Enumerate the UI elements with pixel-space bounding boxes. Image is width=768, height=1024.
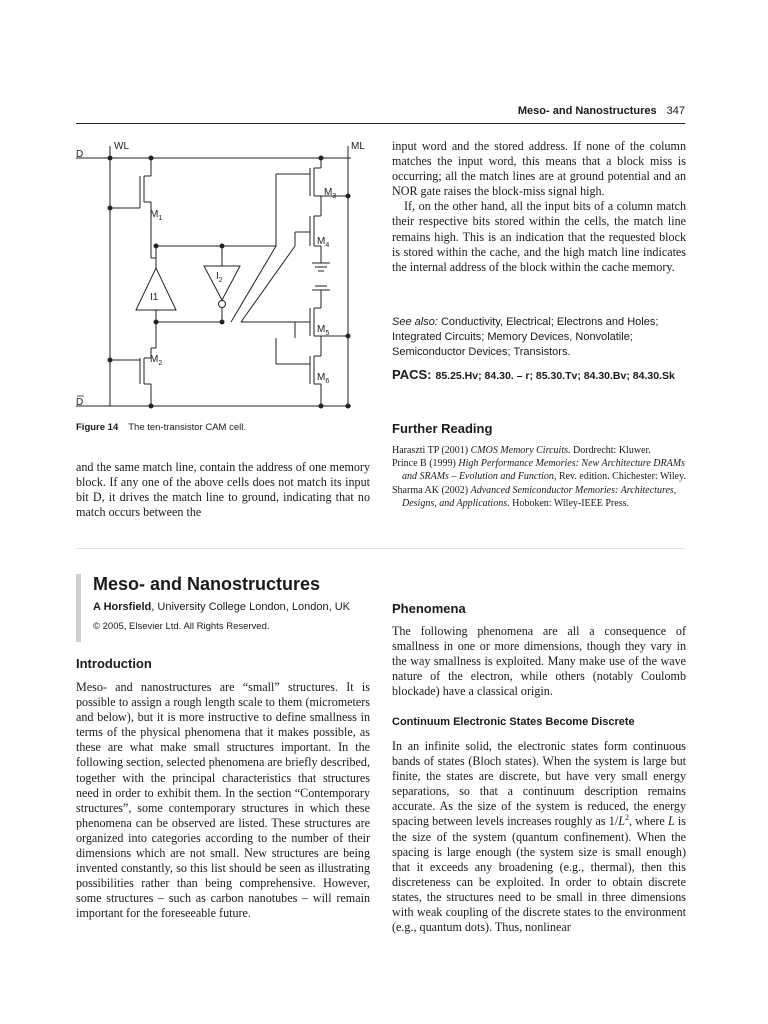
inverter-i1 (136, 268, 176, 310)
see-also-text: Conductivity, Electrical; Electrons and Holes; Integrated Circuits; Memory Devices, Nonvolatile; Semiconductor Devices; Transistors. (392, 316, 659, 358)
reference-item: Sharma AK (2002) Advanced Semiconductor Memories: Architectures, Designs, and Applications. Hoboken: Wiley-IEEE Press. (392, 484, 677, 509)
label-m5: $M_5$ (317, 324, 330, 337)
right-continuation (392, 139, 686, 275)
introduction-paragraph: Meso- and nanostructures are “small” structures. It is possible to assign a rough length scale to them (micrometers and below), but it is more instructive to define smallness in terms of the physical phenomena that it makes possible, as these are what make small structures important. In the following section, selected phenomena are briefly described, together with the principal characteristics that structures need in order to exhibit them. In the section “Contemporary structures”, some contemporary structures in which these phenomena can be observed are listed. These structures are organized into categories according to the number of their dimensions which are not small. New structures are being invented constantly, so this list should be seen as illustrating possibilities rather than being comprehensive. However, some structures – such as carbon nanotubes – will remain important for the foreseeable future. (76, 680, 370, 921)
continuum-paragraph: In an infinite solid, the electronic states form continuous bands of states (Bloch states). When the system is large but finite, the states are discrete, but have very small energy separations, so that a continuum description remains accurate. As the size of the system is reduced, the energy spacing between levels increases roughly as $1/L^2$, where L is the size of the system (quantum confinement). When the spacing is large enough (the system size is small enough) that it exceeds any broadening (e.g., thermal), then this discreteness can be exploited. In order to obtain discrete states, the structures need to be small in three dimensions with weak coupling of the discrete states to the environment (e.g., quantum dots). Thus, nonlinear (392, 739, 686, 935)
label-d: D (76, 149, 84, 160)
page-number: 347 (666, 105, 685, 117)
right-continuation-p1: input word and the stored address. If none of the column matches the input word, this means that a block miss is occurring; all the match lines are at ground potential and an NOR gate raises the block-miss signal high. (392, 139, 686, 199)
right-continuation-p2: If, on the other hand, all the input bits of a column match their respective bits stored within the cells, the match line remains high. This is an indication that the requested block is stored within the cache, and the high match line indicates the internal address of the block within the cache memory. (392, 199, 686, 274)
author-name: A Horsfield (93, 601, 152, 613)
label-m1: $M_1$ (150, 209, 163, 222)
article-header (76, 574, 375, 642)
label-m4: $M_4$ (317, 236, 330, 249)
label-i2: $I_2$ (216, 271, 223, 284)
article-title: Meso- and Nanostructures (93, 574, 321, 594)
label-m3: $M_3$ (324, 187, 337, 200)
label-wl: WL (114, 141, 129, 152)
running-head (76, 105, 685, 124)
phenomena-body (392, 624, 686, 699)
label-m6: $M_6$ (317, 372, 330, 385)
phenomena-heading: Phenomena (392, 601, 466, 616)
author-affiliation: , University College London, London, UK (151, 601, 350, 613)
reference-item: Prince B (1999) High Performance Memories: New Architecture DRAMs and SRAMs – Evolution and Function, Rev. edition. Chichester: Wiley. (392, 458, 686, 483)
introduction-body (76, 680, 370, 922)
left-continuation-paragraph: and the same match line, contain the address of one memory block. If any one of the above cells does not match its input bit D, it drives the match line to ground, indicating that no match occurs between the (76, 460, 370, 520)
label-dbar: D (76, 397, 84, 408)
copyright-notice: © 2005, Elsevier Ltd. All Rights Reserved. (93, 621, 270, 632)
pacs (392, 367, 686, 384)
left-continuation (76, 460, 370, 520)
section-divider (76, 548, 685, 549)
label-i1: I1 (150, 292, 159, 303)
pacs-label: PACS: (392, 367, 432, 382)
figure-caption (76, 422, 246, 433)
reference-item: Haraszti TP (2001) CMOS Memory Circuits. Dordrecht: Kluwer. (392, 445, 651, 456)
see-also (392, 315, 686, 360)
figure-caption-text: The ten-transistor CAM cell. (128, 422, 246, 433)
references-list (392, 444, 686, 510)
figure-caption-label: Figure 14 (76, 422, 119, 433)
pacs-codes: 85.25.Hv; 84.30. – r; 85.30.Tv; 84.30.Bv; 84.30.Sk (435, 370, 675, 382)
phenomena-paragraph: The following phenomena are all a consequence of smallness in one or more dimensions, though they vary in the way smallness is exploited. Many make use of the wave nature of the electron, while others (notably Coulomb blockade) have a classical origin. (392, 624, 686, 699)
label-ml: ML (351, 141, 365, 152)
label-m2: $M_2$ (150, 354, 163, 367)
continuum-heading: Continuum Electronic States Become Discrete (392, 716, 635, 728)
running-head-title: Meso- and Nanostructures (517, 105, 657, 117)
cam-cell-circuit-diagram (76, 138, 370, 416)
further-reading-heading: Further Reading (392, 421, 493, 436)
see-also-label: See also: (392, 316, 438, 328)
introduction-heading: Introduction (76, 656, 152, 671)
continuum-body (392, 739, 686, 935)
author-line (93, 601, 350, 613)
